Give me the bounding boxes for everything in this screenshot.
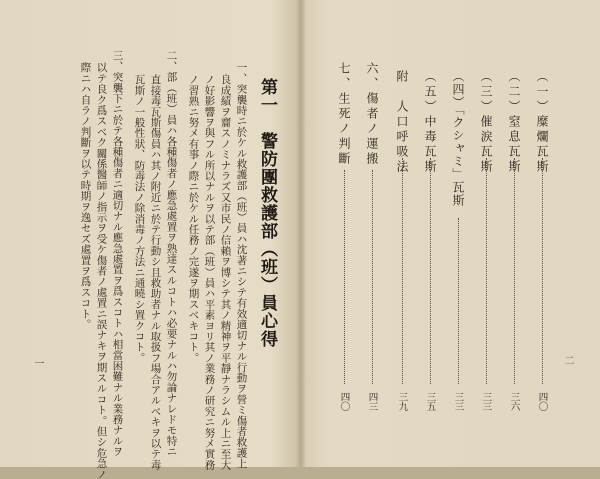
toc-entry-label: （三）催涙瓦斯 [479,70,493,175]
toc-entry-page: 四〇 [536,392,548,411]
paragraph-line: ノ好影響ヲ與フル所以ナルヲ以テ部（班）員ハ平素ヨリ其ノ業務ノ研究ニ努メ實務 [203,74,216,470]
toc-entry-page: 三三 [480,392,492,411]
paragraph-line: 瓦斯ノ一般性狀、防毒法ノ除消毒ノ方法ニ通曉シ置クコト。 [133,74,146,363]
page-number: 二 [562,355,573,365]
paragraph-line: 以テ良ク爲スベク關係醫師ノ指示ヲ受ケ傷者ノ處置ニ誤ナキヲ期スルコト。但シ危急ノ [95,62,108,479]
paragraph-line: 際ニハ自ラノ判斷ヲ以テ時期ヲ逸セズ處置ヲ爲スコト。 [79,62,92,330]
toc-entry-label: 七、生死ノ判斷 [337,62,351,167]
right-page [304,0,600,467]
toc-leader [458,218,459,384]
toc-entry-page: 三九 [396,392,408,411]
paragraph-line: ノ習熟ニ努メ有事ノ際ニ於ケル任務ノ完遂ヲ期スベキコト。 [187,74,200,363]
toc-entry-label: （四）「クシャミ」瓦斯 [451,70,465,207]
paragraph-line: 直接毒瓦斯傷員ハ其ノ附近ニ於テ行動シ且救助者ナル取扱フ場合アルベキヲ以テ毒 [149,74,162,470]
toc-entry-label: 附 人口呼吸法 [395,70,409,175]
section-heading: 第一 警防團救護部（班）員心得 [257,78,277,348]
toc-leader [372,170,373,384]
toc-leader [344,170,345,384]
toc-leader [402,158,403,384]
toc-leader [542,158,543,384]
paragraph-line: 二、部（班）員ハ各種傷者ノ應急處置ヲ熟達スルコトハ必要ナルハ勿論ナレドモ特ニ [165,50,178,457]
paragraph-line: 三、突襲下ニ於テ各種傷者ニ適切ナル應急處置ヲ爲スコトハ相當困難ナル業務ナルヲ [111,50,124,457]
toc-entry-page: 三五 [424,392,436,411]
toc-entry-label: 六、傷者ノ運搬 [365,62,379,167]
toc-leader [514,158,515,384]
toc-entry-label: （五）中毒瓦斯 [423,70,437,175]
left-page [0,0,298,479]
paragraph-line: 一、突襲時ニ於ケル救護部（班）員ハ沈著ニシテ有效適切ナル行動ヲ營ミ傷者救護上 [235,62,248,469]
toc-entry-page: 四三 [366,392,378,411]
toc-entry-page: 三三 [452,392,464,411]
toc-leader [486,158,487,384]
toc-entry-page: 四〇 [338,392,350,411]
toc-entry-label: （一）糜爛瓦斯 [535,70,549,175]
toc-entry-label: （二）窒息瓦斯 [507,70,521,175]
toc-entry-page: 三六 [508,392,520,411]
toc-leader [430,158,431,384]
page-number: 一 [32,358,43,368]
paragraph-line: 良成績ヲ齎スノミナラズ又市民ノ信賴ヲ博シテ其ノ精神ヲ平靜ナラシムル上ニ至大 [219,74,232,470]
